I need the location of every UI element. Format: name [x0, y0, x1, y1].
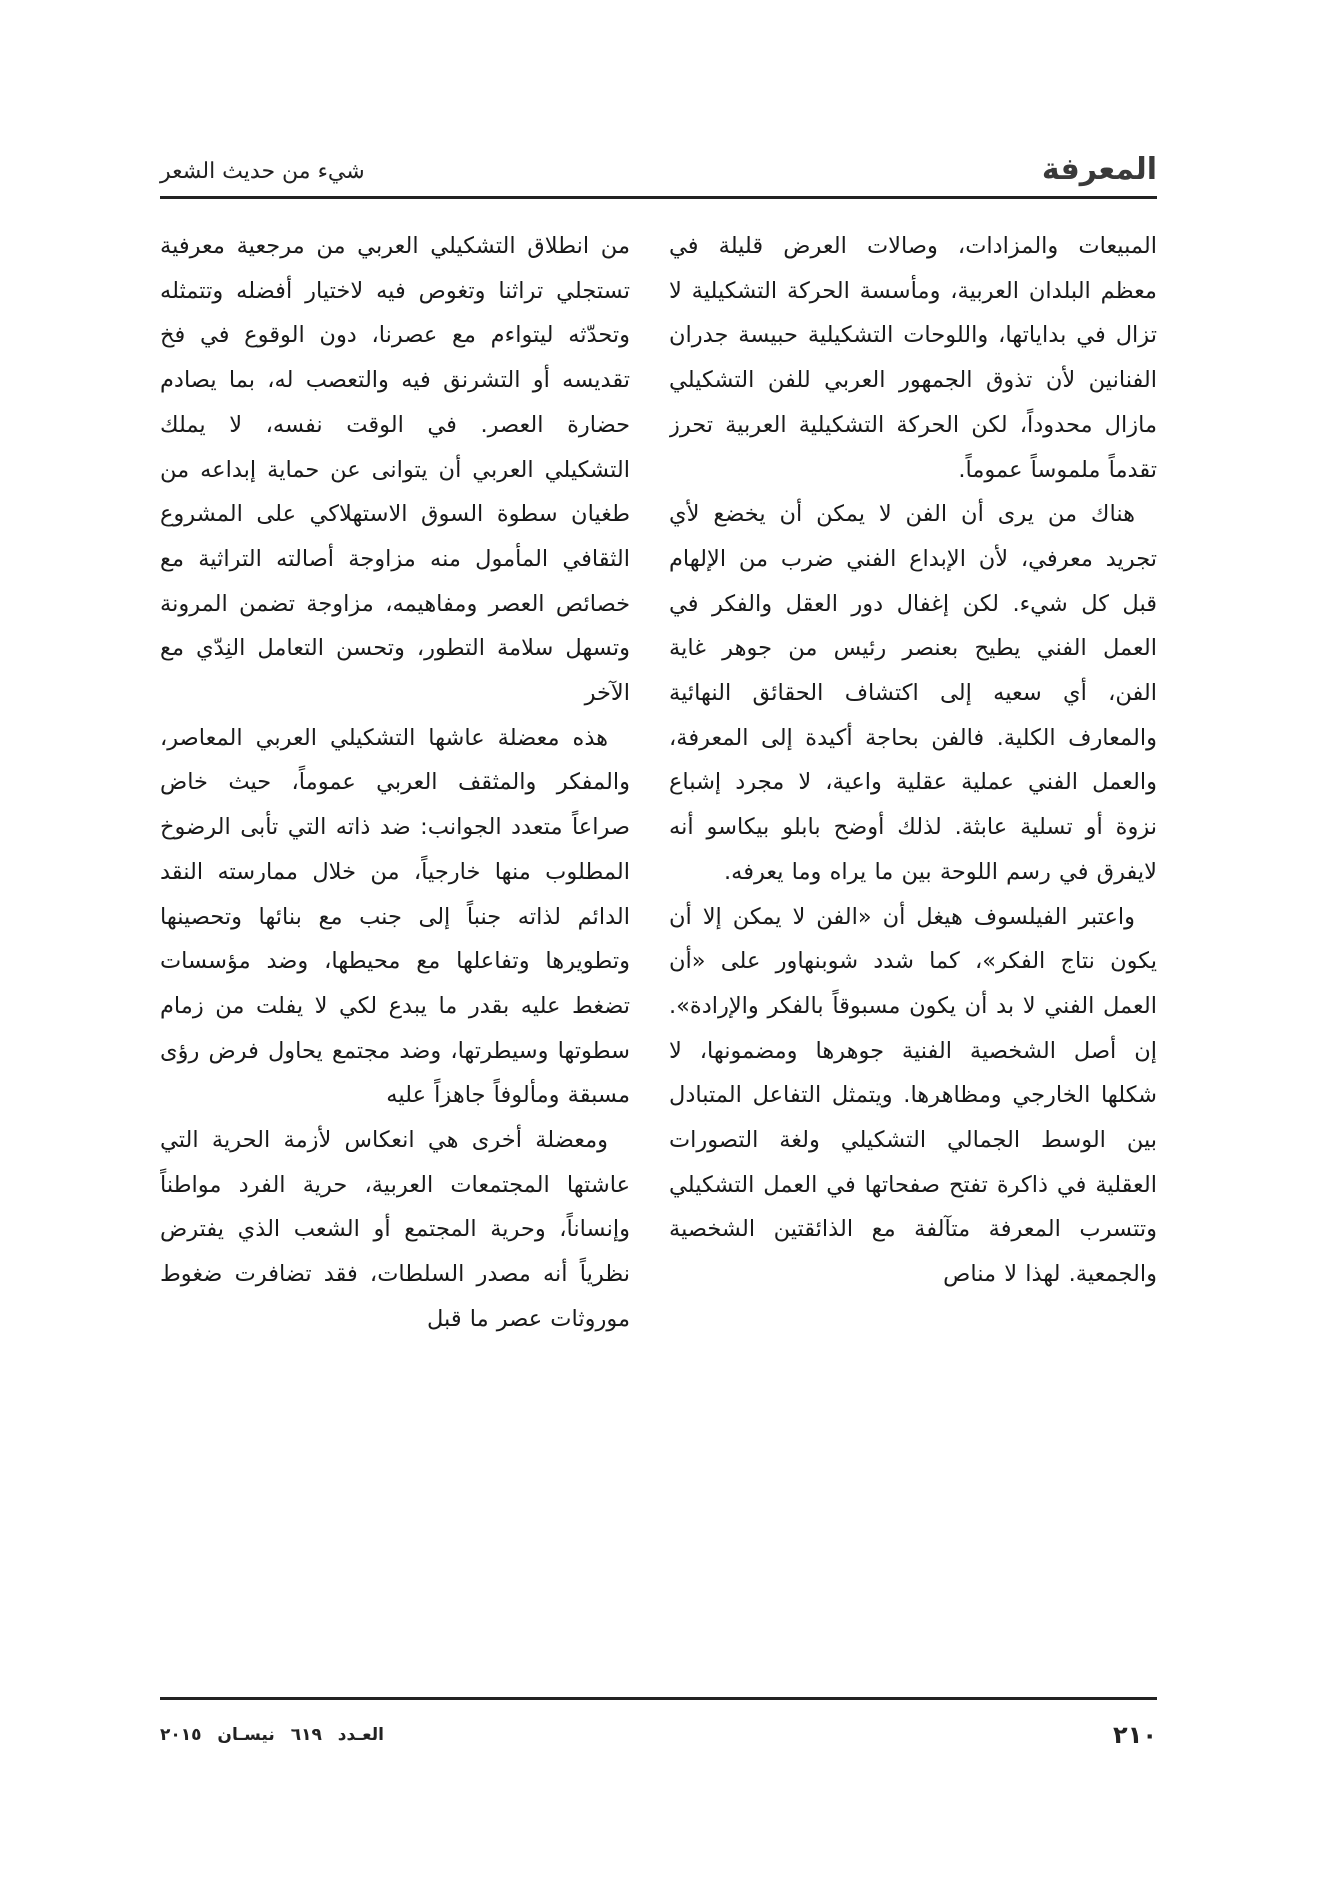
- page-number: ٢١٠: [1113, 1721, 1157, 1749]
- section-title: شيء من حديث الشعر: [160, 159, 365, 184]
- paragraph: من انطلاق التشكيلي العربي من مرجعية معرفية تستجلي تراثنا وتغوص فيه لاختيار أفضله وتتمثله وتحدّثه ليتواءم مع عصرنا، دون الوقوع في فخ تقديسه أو التشرنق فيه والتعصب له، بما يصادم حضارة العصر. في الوقت نفسه، لا يملك التشكيلي العربي أن يتوانى عن حماية إبداعه من طغيان سطوة السوق الاستهلاكي على المشروع الثقافي المأمول منه مزاوجة أصالته التراثية مع خصائص العصر ومفاهيمه، مزاوجة تضمن المرونة وتسهل سلامة التطور، وتحسن التعامل النِدّي مع الآخر: [160, 233, 630, 707]
- paragraph: هناك من يرى أن الفن لا يمكن أن يخضع لأي تجريد معرفي، لأن الإبداع الفني ضرب من الإلهام قبل كل شيء. لكن إغفال دور العقل والفكر في العمل الفني يطيح بعنصر رئيس من جوهر غاية الفن، أي سعيه إلى اكتشاف الحقائق النهائية والمعارف الكلية. فالفن بحاجة أكيدة إلى المعرفة، والعمل الفني عملية عقلية واعية، لا مجرد إشباع نزوة أو تسلية عابثة. لذلك أوضح بابلو بيكاسو أنه لايفرق في رسم اللوحة بين ما يراه وما يعرفه.: [669, 501, 1157, 885]
- issue-info: العـدد ٦١٩ نيسـان ٢٠١٥: [160, 1725, 384, 1745]
- text-column-left: [160, 224, 630, 1654]
- footer-divider: [160, 1697, 1157, 1700]
- header-divider: [160, 196, 1157, 199]
- paragraph: هذه معضلة عاشها التشكيلي العربي المعاصر، والمفكر والمثقف العربي عموماً، حيث خاض صراعاً متعدد الجوانب: ضد ذاته التي تأبى الرضوخ المطلوب منها خارجياً، من خلال ممارسته النقد الدائم لذاته جنباً إلى جنب مع بنائها وتحصينها وتطويرها وتفاعلها مع محيطها، وضد مؤسسات تضغط عليه بقدر ما يبدع لكي لا يفلت من زمام سطوتها وسيطرتها، وضد مجتمع يحاول فرض رؤى مسبقة ومألوفاً جاهزاً عليه: [160, 724, 630, 1109]
- magazine-logo: المعرفة: [1041, 152, 1157, 187]
- page-header: [160, 150, 1157, 194]
- paragraph: واعتبر الفيلسوف هيغل أن «الفن لا يمكن إلا أن يكون نتاج الفكر»، كما شدد شوبنهاور على «أن العمل الفني لا بد أن يكون مسبوقاً بالفكر والإرادة». إن أصل الشخصية الفنية جوهرها ومضمونها، لا شكلها الخارجي ومظاهرها. ويتمثل التفاعل المتبادل بين الوسط الجمالي التشكيلي ولغة التصورات العقلية في ذاكرة تفتح صفحاتها في العمل التشكيلي وتتسرب المعرفة متآلفة مع الذائقتين الشخصية والجمعية. لهذا لا مناص: [669, 903, 1157, 1288]
- text-column-right: [669, 224, 1157, 1654]
- paragraph: ومعضلة أخرى هي انعكاس لأزمة الحرية التي عاشتها المجتمعات العربية، حرية الفرد مواطناً وإنساناً، وحرية المجتمع أو الشعب الذي يفترض نظرياً أنه مصدر السلطات، فقد تضافرت ضغوط موروثات عصر ما قبل: [160, 1127, 630, 1332]
- paragraph: المبيعات والمزادات، وصالات العرض قليلة في معظم البلدان العربية، ومأسسة الحركة التشكيلية لا تزال في بداياتها، واللوحات التشكيلية حبيسة جدران الفنانين لأن تذوق الجمهور العربي للفن التشكيلي مازال محدوداً، لكن الحركة التشكيلية العربية تحرز تقدماً ملموساً عموماً.: [669, 233, 1157, 483]
